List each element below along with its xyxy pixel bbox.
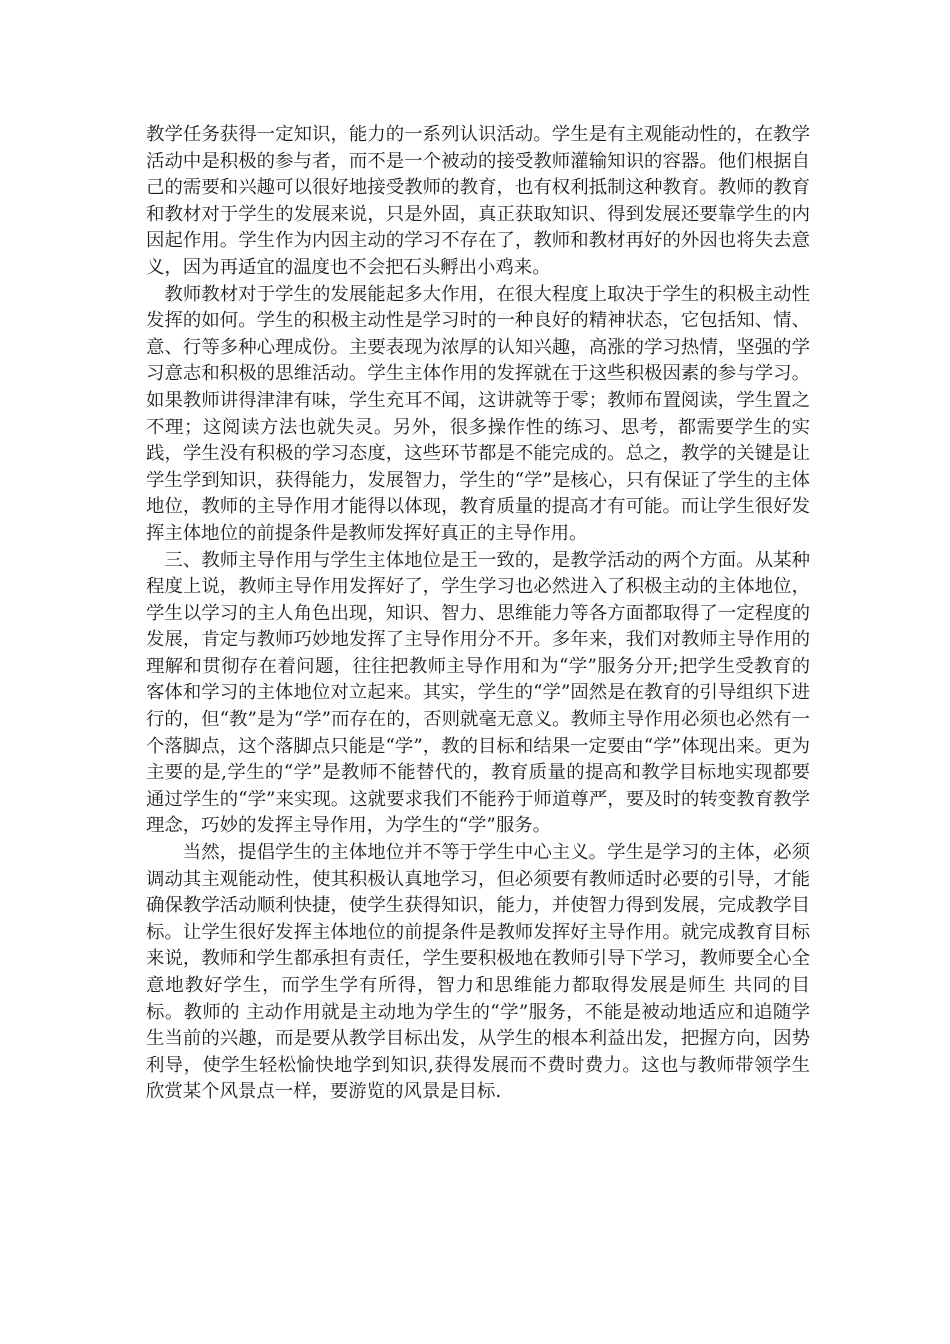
paragraph-4: 当然，提倡学生的主体地位并不等于学生中心主义。学生是学习的主体，必须调动其主观能动性，使其积极认真地学习，但必须要有教师适时必要的引导，才能确保教学活动顺利快捷，使学生获得知识，能力，并使智力得到发展，完成教学目标。让学生很好发挥主体地位的前提条件是教师发挥好主导作用。就完成教育目标来说，教师和学生都承担有责任，学生要积极地在教师引导下学习，教师要全心全意地教好学生，而学生学有所得，智力和思维能力都取得发展是师生 共同的目标。教师的 主动作用就是主动地为学生的“学”服务，不能是被动地适应和追随学生当前的兴趣，而是要从教学目标出发，从学生的根本利益出发，把握方向，因势利导，使学生轻松愉快地学到知识,获得发展而不费时费力。这也与教师带领学生欣赏某个风景点一样，要游览的风景是目标. [146,842,810,1103]
paragraph-1: 教学任务获得一定知识，能力的一系列认识活动。学生是有主观能动性的，在教学活动中是积极的参与者，而不是一个被动的接受教师灌输知识的容器。他们根据自己的需要和兴趣可以很好地接受教师的教育，也有权利抵制这种教育。教师的教育和教材对于学生的发展来说，只是外固，真正获取知识、得到发展还要靠学生的内因起作用。学生作为内因主动的学习不存在了，教师和教材再好的外因也将失去意义，因为再适宜的温度也不会把石头孵出小鸡来。 [146,124,810,278]
paragraph-2: 教师教材对于学生的发展能起多大作用，在很大程度上取决于学生的积极主动性发挥的如何。学生的积极主动性是学习时的一种良好的精神状态，它包括知、情、意、行等多种心理成份。主要表现为浓厚的认知兴趣，高涨的学习热情，坚强的学习意志和积极的思维活动。学生主体作用的发挥就在于这些积极因素的参与学习。如果教师讲得津津有味，学生充耳不闻，这讲就等于零；教师布置阅读，学生置之不理；这阅读方法也就失灵。另外，很多操作性的练习、思考，都需要学生的实践，学生没有积极的学习态度，这些环节都是不能完成的。总之，教学的关键是让学生学到知识，获得能力，发展智力，学生的“学”是核心，只有保证了学生的主体地位，教师的主导作用才能得以体现，教育质量的提高才有可能。而让学生很好发挥主体地位的前提条件是教师发挥好真正的主导作用。 [146,283,810,544]
paragraph-3: 三、教师主导作用与学生主体地位是王一致的，是教学活动的两个方面。从某种程度上说，教师主导作用发挥好了，学生学习也必然进入了积极主动的主体地位，学生以学习的主人角色出现，知识、智力、思维能力等各方面都取得了一定程度的发展，肯定与教师巧妙地发挥了主导作用分不开。多年来，我们对教师主导作用的理解和贯彻存在着问题，往往把教师主导作用和为“学”服务分开;把学生受教育的客体和学习的主体地位对立起来。其实，学生的“学”固然是在教育的引导组织下进行的，但“教”是为“学”而存在的，否则就毫无意义。教师主导作用必须也必然有一个落脚点，这个落脚点只能是“学”，教的目标和结果一定要由“学”体现出来。更为主要的是,学生的“学”是教师不能替代的，教育质量的提高和教学目标地实现都要通过学生的“学”来实现。这就要求我们不能矜于师道尊严，要及时的转变教育教学理念，巧妙的发挥主导作用，为学生的“学”服务。 [146,549,810,837]
document-body [146,122,810,1106]
